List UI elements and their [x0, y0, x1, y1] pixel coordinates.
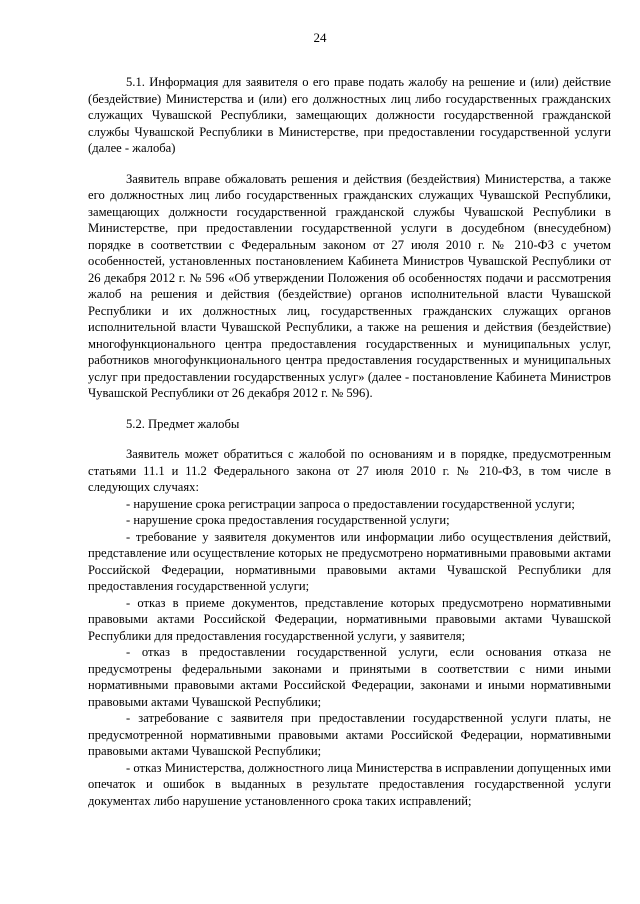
- page-number: 24: [313, 30, 327, 45]
- paragraph-gap: [88, 402, 611, 416]
- list-item: - нарушение срока предоставления государственной услуги;: [126, 513, 450, 527]
- list-item: - отказ Министерства, должностного лица Министерства в исправлении допущенных ими опечаток и ошибок в выданных в результате предоставления государственной услуги документах либо нарушение установленного срока таких исправлений;: [88, 760, 611, 808]
- section-5-1-body-paragraph: Заявитель вправе обжаловать решения и действия (бездействия) Министерства, а также его должностных лиц либо государственных гражданских служащих Чувашской Республики, замещающих должности государственной гражданской службы Чувашской Республики в Министерстве, при предоставлении государственной услуги в досудебном (внесудебном) порядке в соответствии с Федеральным законом от 27 июля 2010 г. № 210-ФЗ с учетом особенностей, установленных постановлением Кабинета Министров Чувашской Республики от 26 декабря 2012 г. № 596 «Об утверждении Положения об особенностях подачи и рассмотрения жалоб на решения и действия (бездействие) органов исполнительной власти Чувашской Республики и их должностных лиц, государственных гражданских служащих органов исполнительной власти Чувашской Республики, а также на решения и действия (бездействие) многофункционального центра предоставления государственных и муниципальных услуг, работников многофункционального центра предоставления государственных и муниципальных услуг при предоставлении государственных услуг» (далее - постановление Кабинета Министров Чувашской Республики от 26 декабря 2012 г. № 596).: [88, 171, 611, 400]
- section-5-2-intro: Заявитель может обратиться с жалобой по основаниям и в порядке, предусмотренным статьями 11.1 и 11.2 Федерального закона от 27 июля 2010 г. № 210-ФЗ, в том числе в следующих случаях:: [88, 447, 611, 494]
- list-item: - отказ в предоставлении государственной услуги, если основания отказа не предусмотрены федеральными законами и принятыми в соответствии с ними иными нормативными правовыми актами Российской Федерации, законами и иными нормативными правовыми актами Чувашской Республики;: [88, 645, 611, 709]
- list-item: - отказ в приеме документов, представление которых предусмотрено нормативными правовыми актами Российской Федерации, нормативными правовыми актами Чувашской Республики для предоставления государственной услуги, у заявителя;: [88, 595, 611, 643]
- page-content: [88, 74, 611, 809]
- list-item: - затребование с заявителя при предоставлении государственной услуги платы, не предусмотренной нормативными правовыми актами Российской Федерации, нормативными правовыми актами Чувашской Республики;: [88, 711, 611, 758]
- list-item: - требование у заявителя документов или информации либо осуществления действий, представление или осуществление которых не предусмотрено нормативными правовыми актами Российской Федерации, нормативными правовыми актами Чувашской Республики для предоставления государственной услуги;: [88, 529, 611, 593]
- paragraph-gap: [88, 157, 611, 171]
- paragraph-gap: [88, 432, 611, 446]
- section-5-1-heading-paragraph: 5.1. Информация для заявителя о его праве подать жалобу на решение и (или) действие (бездействие) Министерства и (или) его должностных лиц либо государственных гражданских служащих Чувашской Республики, замещающих должности государственной гражданской службы Чувашской Республики в Министерстве, при предоставлении государственной услуги (далее - жалоба): [88, 75, 611, 155]
- list-item: - нарушение срока регистрации запроса о предоставлении государственной услуги;: [126, 496, 575, 511]
- section-5-2-heading: 5.2. Предмет жалобы: [126, 416, 240, 431]
